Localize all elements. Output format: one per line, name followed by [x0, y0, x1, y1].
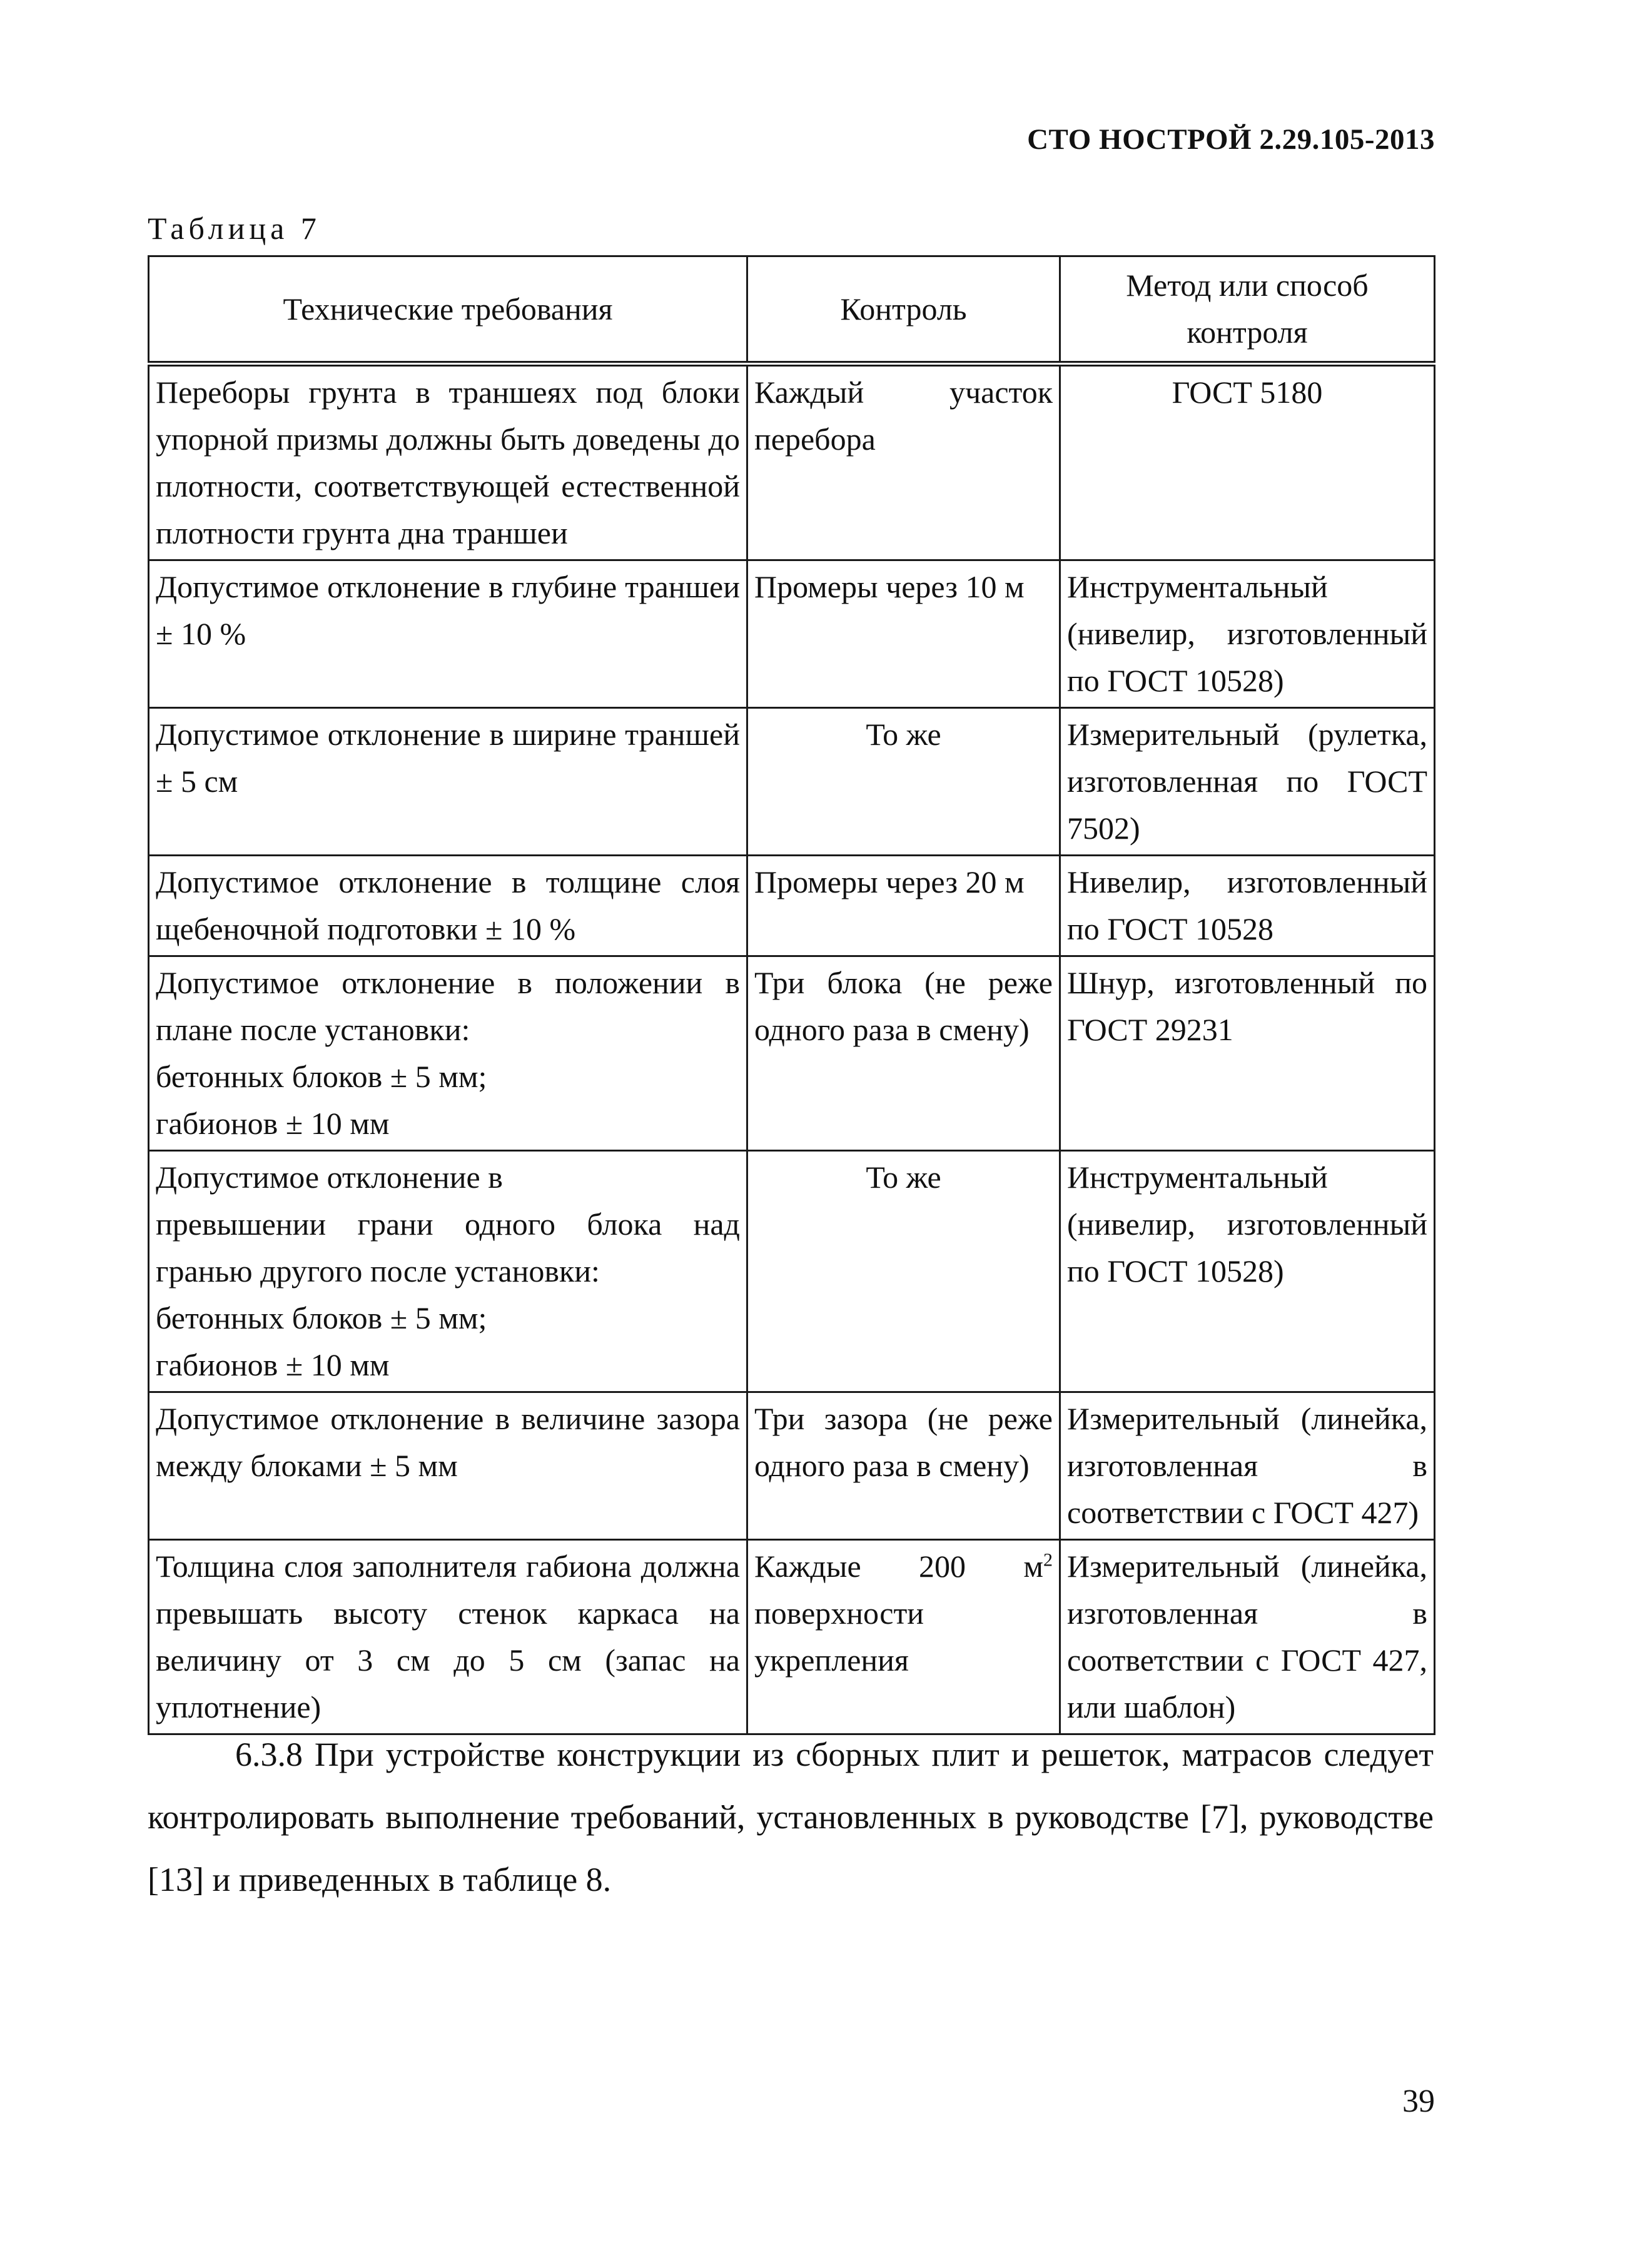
control-text: Каждые 200 м: [754, 1549, 1043, 1584]
page-number: 39: [1402, 2083, 1435, 2119]
superscript-exponent: 2: [1043, 1549, 1053, 1571]
method-cell: Нивелир, изготовленный по ГОСТ 10528: [1060, 856, 1435, 956]
requirement-line: габионов ± 10 мм: [156, 1347, 390, 1382]
control-text: поверхности укрепления: [754, 1596, 924, 1678]
table-row: [149, 560, 1435, 708]
requirement-cell: [149, 956, 747, 1151]
method-cell: Измерительный (рулетка, изготовленная по ГОСТ 7502): [1060, 708, 1435, 856]
table-row: [149, 364, 1435, 560]
table-row: [149, 1540, 1435, 1734]
method-cell: Инструментальный (нивелир, изготовленный по ГОСТ 10528): [1060, 1151, 1435, 1392]
method-cell: Измерительный (линейка, изготовленная в соответствии с ГОСТ 427): [1060, 1392, 1435, 1540]
requirement-line: превышении грани одного блока над гранью другого после установки:: [156, 1207, 740, 1288]
requirement-cell: Допустимое отклонение в ширине траншей ± 5 см: [149, 708, 747, 856]
column-header-requirements: Технические требования: [149, 256, 747, 364]
method-cell: Шнур, изготовленный по ГОСТ 29231: [1060, 956, 1435, 1151]
table-row: [149, 956, 1435, 1151]
requirement-cell: Допустимое отклонение в глубине траншеи ± 10 %: [149, 560, 747, 708]
requirement-cell: Толщина слоя заполнителя габиона должна превышать высоту стенок каркаса на величину от 3 см до 5 см (запас на уплотнение): [149, 1540, 747, 1734]
control-cell: То же: [747, 708, 1060, 856]
requirement-line: бетонных блоков ± 5 мм;: [156, 1059, 487, 1094]
method-cell: Измерительный (линейка, изготовленная в соответствии с ГОСТ 427, или шаблон): [1060, 1540, 1435, 1734]
control-cell: [747, 1540, 1060, 1734]
table-row: [149, 1392, 1435, 1540]
requirements-table-container: [148, 255, 1434, 1735]
requirement-line: бетонных блоков ± 5 мм;: [156, 1300, 487, 1335]
control-cell: Каждый участок перебора: [747, 364, 1060, 560]
requirement-cell: Переборы грунта в траншеях под блоки упорной призмы должны быть доведены до плотности, соответствующей естественной плотности грунта дна траншеи: [149, 364, 747, 560]
method-cell: Инструментальный (нивелир, изготовленный по ГОСТ 10528): [1060, 560, 1435, 708]
requirement-line: Допустимое отклонение в положении в плане после установки:: [156, 965, 740, 1047]
control-cell: Промеры через 10 м: [747, 560, 1060, 708]
requirement-cell: [149, 1151, 747, 1392]
requirement-cell: Допустимое отклонение в величине зазора между блоками ± 5 мм: [149, 1392, 747, 1540]
table-caption: Таблица 7: [148, 211, 321, 246]
table-row: [149, 1151, 1435, 1392]
table-row: [149, 708, 1435, 856]
table-header-row: [149, 256, 1435, 364]
requirement-cell: Допустимое отклонение в толщине слоя щебеночной подготовки ± 10 %: [149, 856, 747, 956]
requirement-line: габионов ± 10 мм: [156, 1106, 390, 1141]
paragraph-6-3-8: 6.3.8 При устройстве конструкции из сборных плит и решеток, матрасов следует контролировать выполнение требований, установленных в руководстве [7], руководстве [13] и приведенных в таблице 8.: [148, 1736, 1434, 1898]
control-cell: Три блока (не реже одного раза в смену): [747, 956, 1060, 1151]
requirement-line: Допустимое отклонение в: [156, 1160, 503, 1195]
table-row: [149, 856, 1435, 956]
document-code: СТО НОСТРОЙ 2.29.105-2013: [1027, 123, 1435, 156]
requirements-table: [148, 255, 1435, 1735]
control-cell: То же: [747, 1151, 1060, 1392]
method-cell: ГОСТ 5180: [1060, 364, 1435, 560]
column-header-control: Контроль: [747, 256, 1060, 364]
control-cell: Три зазора (не реже одного раза в смену): [747, 1392, 1060, 1540]
column-header-method: Метод или способ контроля: [1060, 256, 1435, 364]
control-cell: Промеры через 20 м: [747, 856, 1060, 956]
